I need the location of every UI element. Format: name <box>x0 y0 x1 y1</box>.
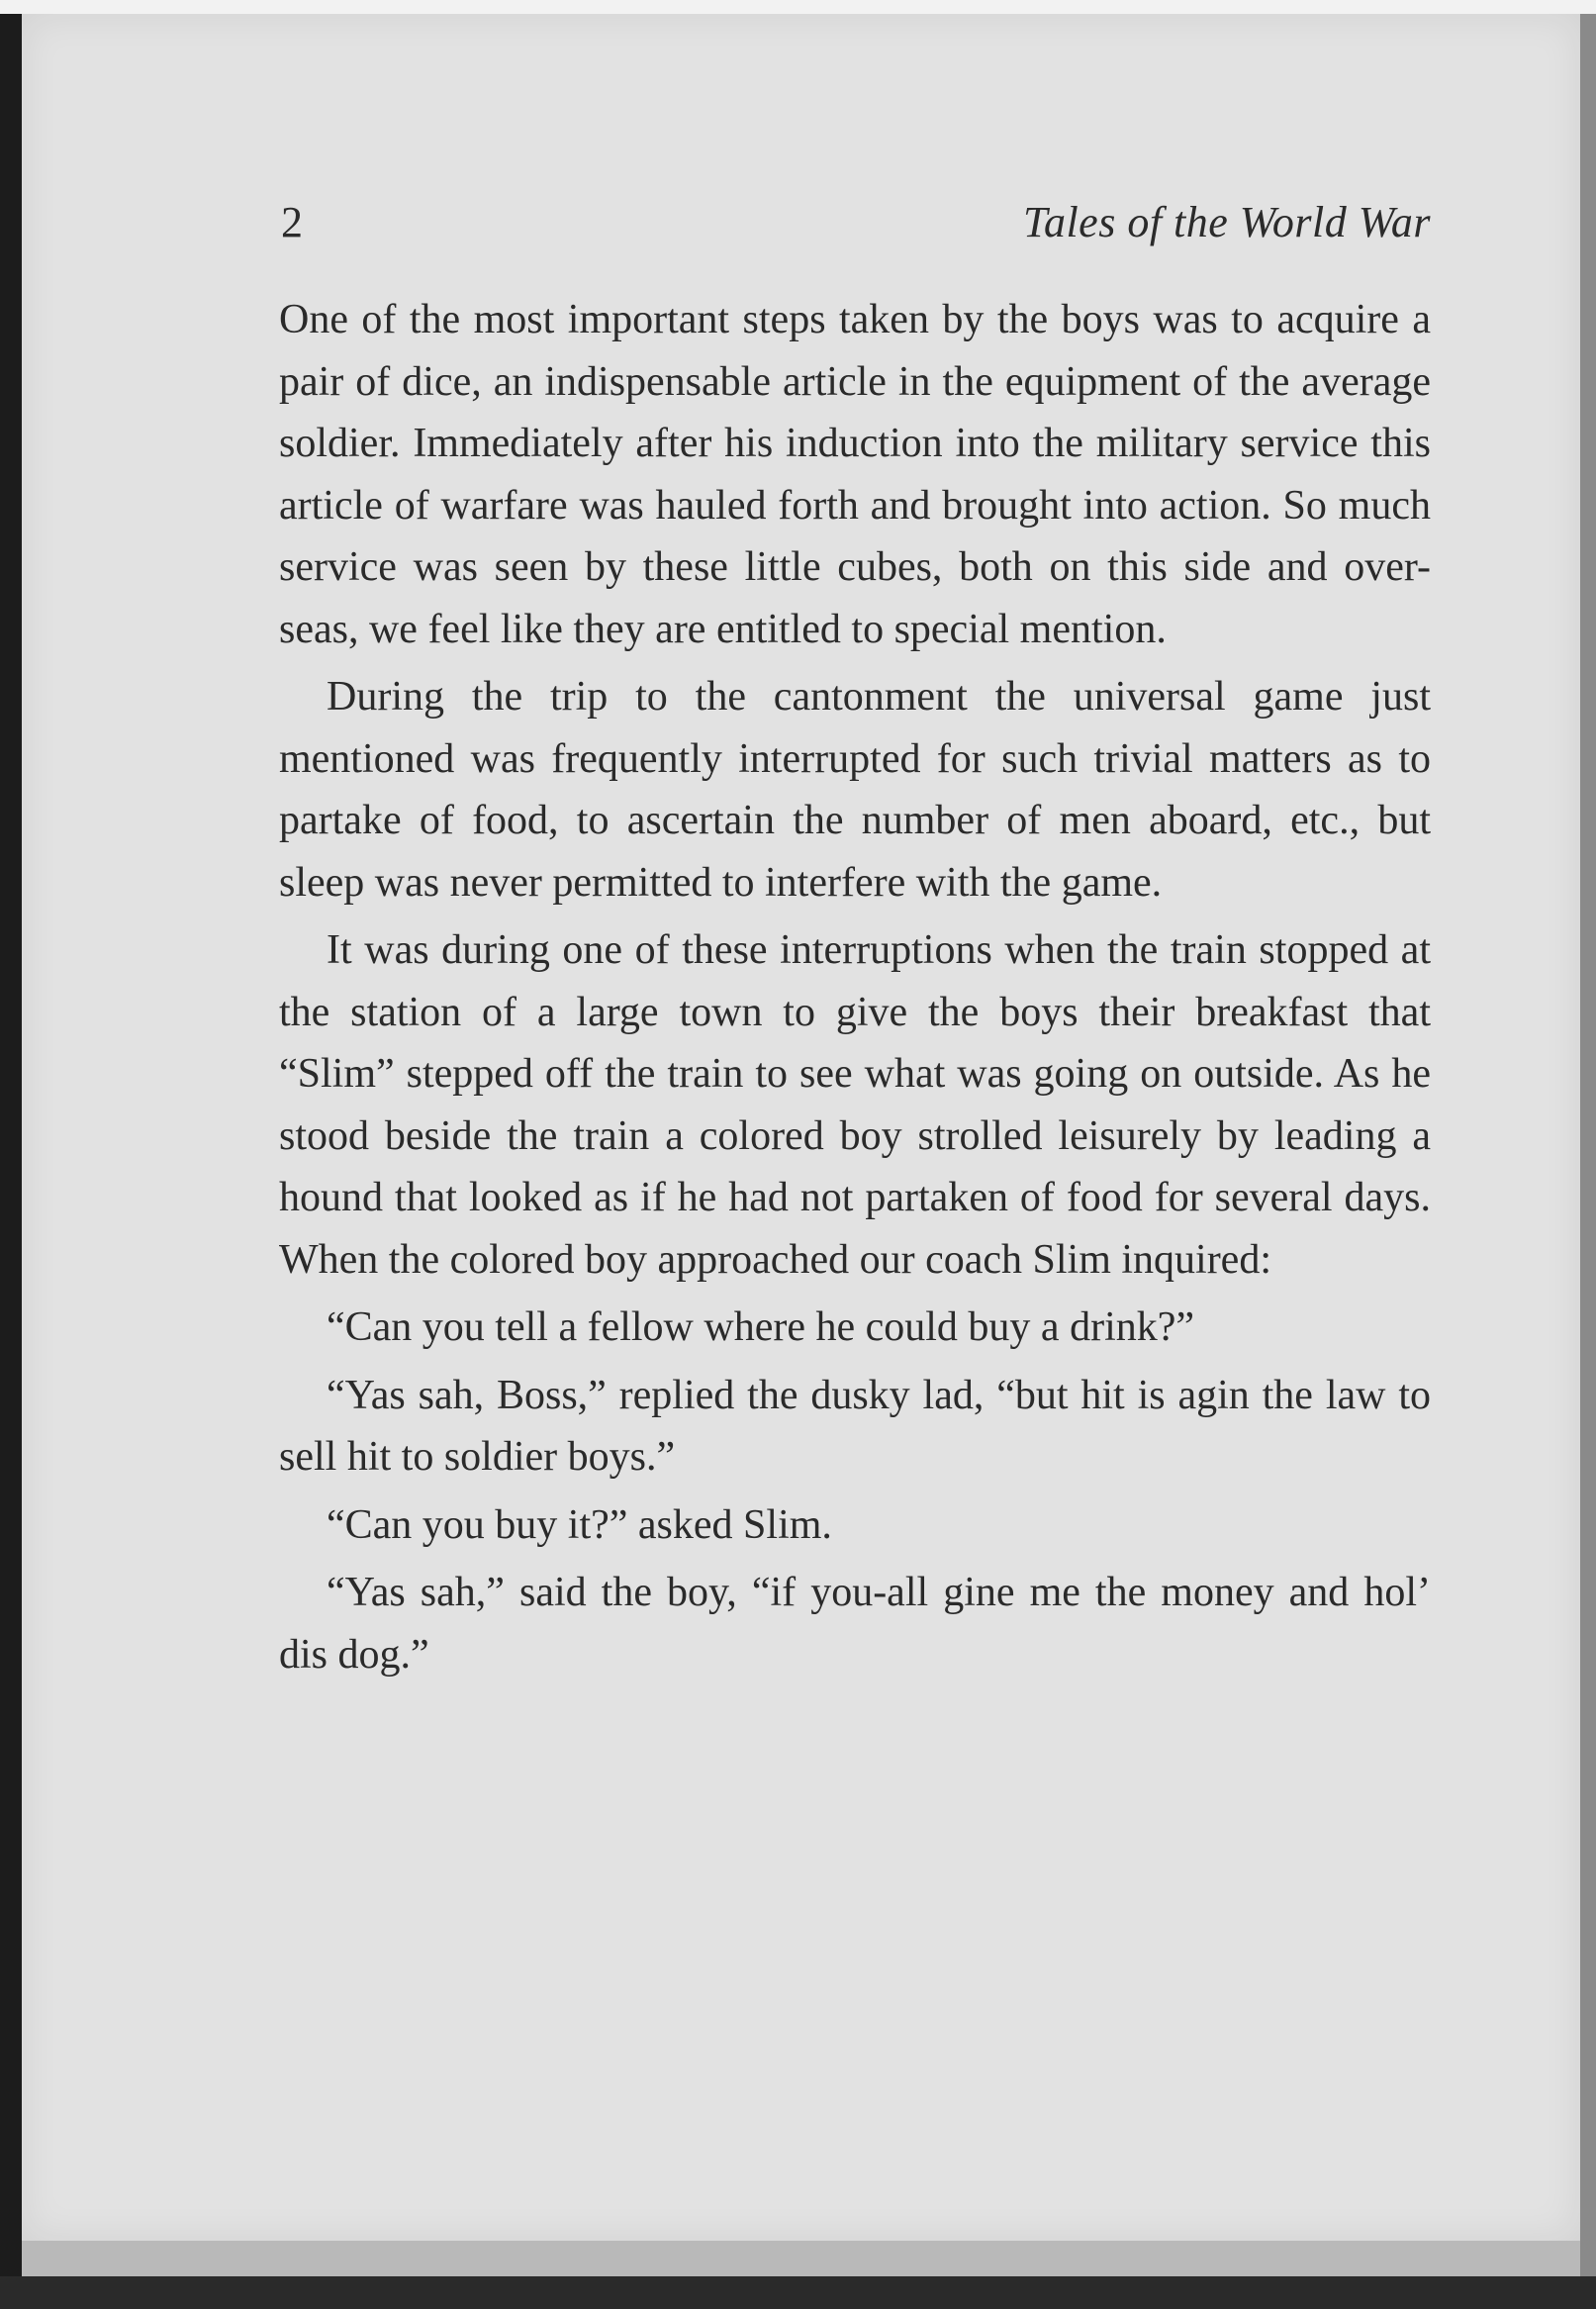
paragraph: One of the most important steps taken by the boys was to acquire a pair of dice, an indispensable article in the equipment of the average soldier. Immediately after his induction into the military service this article of warfare was hauled forth and brought into action. So much service was seen by these little cubes, both on this side and over-seas, we feel like they are entitled to special mention. <box>279 297 1431 652</box>
dialogue-line: “Yas sah, Boss,” replied the dusky lad, “but hit is agin the law to sell hit to soldier boys.” <box>279 1372 1431 1480</box>
dialogue-line: “Can you buy it?” asked Slim. <box>327 1501 832 1548</box>
scan-top-margin <box>0 0 1596 14</box>
body-text <box>279 289 1431 1691</box>
dialogue-line: “Yas sah,” said the boy, “if you-all gine me the money and hol’ dis dog.” <box>279 1570 1431 1678</box>
scan-bottom-shadow <box>0 2276 1596 2309</box>
page-number: 2 <box>281 198 303 246</box>
paragraph: It was during one of these interruptions when the train stopped at the station of a large town to give the boys their breakfast that “Slim” stepped off the train to see what was going on outside. As he stood beside the train a colored boy strolled leisurely by leading a hound that looked as if he had not partaken of food for several days. When the colored boy approached our coach Slim inquired: <box>279 927 1431 1283</box>
paragraph: During the trip to the cantonment the universal game just mentioned was frequently interrupted for such trivial matters as to partake of food, to ascertain the number of men aboard, etc., but sleep was never permitted to interfere with the game. <box>279 674 1431 906</box>
running-title: Tales of the World War <box>1023 198 1431 246</box>
running-header <box>281 193 1431 252</box>
dialogue-line: “Can you tell a fellow where he could buy a drink?” <box>327 1304 1195 1350</box>
